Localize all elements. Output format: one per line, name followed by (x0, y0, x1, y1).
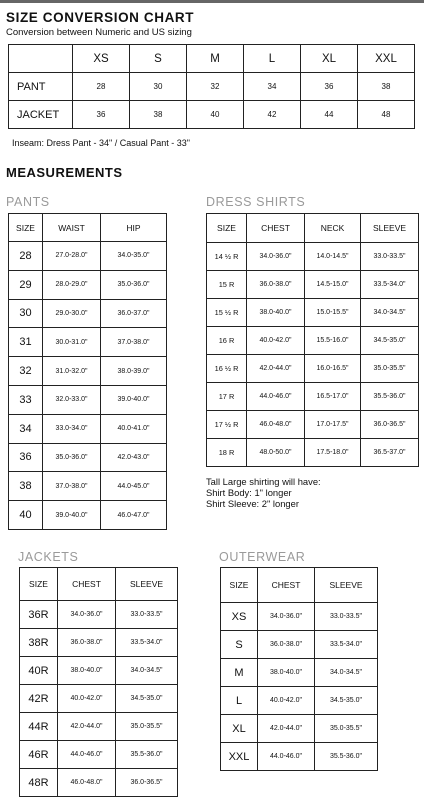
pants-row (9, 270, 167, 299)
jackets-size-cell: 40R (20, 657, 58, 685)
dress-shirts-size-cell: 16 ½ R (207, 355, 247, 383)
conversion-cell: 40 (187, 101, 244, 129)
dress-shirts-neck-cell: 16.0-16.5" (305, 355, 361, 383)
pants-waist-cell: 32.0-33.0" (43, 385, 101, 414)
conversion-cell: 42 (244, 101, 301, 129)
conversion-header-s: S (130, 45, 187, 73)
pants-hip-cell: 37.0-38.0" (101, 328, 167, 357)
jackets-sleeve-cell: 33.0-33.5" (116, 601, 178, 629)
dress-shirts-header-cell: SLEEVE (361, 214, 419, 243)
jackets-size-cell: 44R (20, 713, 58, 741)
conversion-cell: 44 (301, 101, 358, 129)
conversion-row-label: PANT (9, 73, 73, 101)
pants-size-cell: 34 (9, 414, 43, 443)
conversion-cell: 28 (73, 73, 130, 101)
jackets-sleeve-cell: 34.0-34.5" (116, 657, 178, 685)
dress-shirts-neck-cell: 14.0-14.5" (305, 243, 361, 271)
dress-shirts-table (206, 213, 419, 467)
dress-shirts-header-cell: SIZE (207, 214, 247, 243)
outerwear-chest-cell: 34.0-36.0" (258, 603, 315, 631)
dress-shirts-neck-cell: 15.0-15.5" (305, 299, 361, 327)
conversion-header-xxl: XXL (358, 45, 415, 73)
conversion-cell: 32 (187, 73, 244, 101)
jackets-chest-cell: 42.0-44.0" (58, 713, 116, 741)
conversion-cell: 38 (130, 101, 187, 129)
top-divider (0, 0, 424, 3)
pants-hip-cell: 36.0-37.0" (101, 299, 167, 328)
conversion-cell: 30 (130, 73, 187, 101)
jackets-row (20, 601, 178, 629)
pants-waist-cell: 35.0-36.0" (43, 443, 101, 472)
dress-shirts-chest-cell: 42.0-44.0" (247, 355, 305, 383)
conversion-header-m: M (187, 45, 244, 73)
dress-shirts-row (207, 299, 419, 327)
pants-hip-cell: 44.0-45.0" (101, 472, 167, 501)
outerwear-row (221, 631, 378, 659)
jackets-chest-cell: 36.0-38.0" (58, 629, 116, 657)
pants-size-cell: 40 (9, 501, 43, 530)
pants-row (9, 299, 167, 328)
jackets-sleeve-cell: 35.0-35.5" (116, 713, 178, 741)
dress-shirts-size-cell: 15 ½ R (207, 299, 247, 327)
outerwear-row (221, 687, 378, 715)
outerwear-sleeve-cell: 35.5-36.0" (315, 743, 378, 771)
dress-shirts-row (207, 439, 419, 467)
dress-shirts-chest-cell: 48.0-50.0" (247, 439, 305, 467)
dress-shirts-row (207, 383, 419, 411)
outerwear-size-cell: L (221, 687, 258, 715)
dress-shirts-size-cell: 17 ½ R (207, 411, 247, 439)
jackets-header-row (20, 568, 178, 601)
conversion-header-xl: XL (301, 45, 358, 73)
jackets-size-cell: 42R (20, 685, 58, 713)
jackets-header-cell: CHEST (58, 568, 116, 601)
dress-shirts-chest-cell: 40.0-42.0" (247, 327, 305, 355)
outerwear-header-row (221, 568, 378, 603)
dress-shirts-chest-cell: 38.0-40.0" (247, 299, 305, 327)
pants-size-cell: 33 (9, 385, 43, 414)
dress-shirts-row (207, 327, 419, 355)
pants-waist-cell: 29.0-30.0" (43, 299, 101, 328)
outerwear-chest-cell: 36.0-38.0" (258, 631, 315, 659)
dress-shirts-size-cell: 15 R (207, 271, 247, 299)
pants-header-row (9, 214, 167, 242)
outerwear-sleeve-cell: 33.0-33.5" (315, 603, 378, 631)
outerwear-title: OUTERWEAR (219, 550, 306, 564)
dress-shirts-chest-cell: 36.0-38.0" (247, 271, 305, 299)
dress-shirts-header-cell: NECK (305, 214, 361, 243)
pants-waist-cell: 37.0-38.0" (43, 472, 101, 501)
dress-shirts-size-cell: 16 R (207, 327, 247, 355)
pants-title: PANTS (6, 195, 50, 209)
jackets-chest-cell: 46.0-48.0" (58, 769, 116, 797)
dress-shirts-row (207, 243, 419, 271)
conversion-row-pant (9, 73, 415, 101)
pants-hip-cell: 38.0-39.0" (101, 357, 167, 386)
jackets-sleeve-cell: 36.0-36.5" (116, 769, 178, 797)
jackets-row (20, 769, 178, 797)
pants-size-cell: 36 (9, 443, 43, 472)
pants-row (9, 357, 167, 386)
pants-row (9, 501, 167, 530)
dress-shirts-sleeve-cell: 36.5-37.0" (361, 439, 419, 467)
dress-shirts-sleeve-cell: 33.0-33.5" (361, 243, 419, 271)
tall-note-line: Tall Large shirting will have: (206, 476, 321, 487)
outerwear-row (221, 603, 378, 631)
pants-row (9, 443, 167, 472)
pants-hip-cell: 40.0-41.0" (101, 414, 167, 443)
dress-shirts-sleeve-cell: 35.5-36.0" (361, 383, 419, 411)
jackets-size-cell: 48R (20, 769, 58, 797)
conversion-cell: 38 (358, 73, 415, 101)
conversion-header-l: L (244, 45, 301, 73)
jackets-chest-cell: 34.0-36.0" (58, 601, 116, 629)
dress-shirts-sleeve-cell: 36.0-36.5" (361, 411, 419, 439)
outerwear-header-cell: CHEST (258, 568, 315, 603)
dress-shirts-size-cell: 18 R (207, 439, 247, 467)
jackets-row (20, 657, 178, 685)
dress-shirts-header-row (207, 214, 419, 243)
outerwear-size-cell: XL (221, 715, 258, 743)
pants-waist-cell: 39.0-40.0" (43, 501, 101, 530)
pants-size-cell: 30 (9, 299, 43, 328)
pants-waist-cell: 28.0-29.0" (43, 270, 101, 299)
pants-size-cell: 31 (9, 328, 43, 357)
pants-header-cell: SIZE (9, 214, 43, 242)
pants-hip-cell: 46.0-47.0" (101, 501, 167, 530)
jackets-size-cell: 38R (20, 629, 58, 657)
pants-size-cell: 38 (9, 472, 43, 501)
outerwear-sleeve-cell: 33.5-34.0" (315, 631, 378, 659)
dress-shirts-neck-cell: 15.5-16.0" (305, 327, 361, 355)
page-subtitle: Conversion between Numeric and US sizing (6, 27, 192, 38)
outerwear-size-cell: S (221, 631, 258, 659)
jackets-header-cell: SIZE (20, 568, 58, 601)
dress-shirts-row (207, 411, 419, 439)
conversion-header-xs: XS (73, 45, 130, 73)
dress-shirts-chest-cell: 46.0-48.0" (247, 411, 305, 439)
conversion-cell: 34 (244, 73, 301, 101)
dress-shirts-sleeve-cell: 34.5-35.0" (361, 327, 419, 355)
inseam-note: Inseam: Dress Pant - 34" / Casual Pant - 33" (12, 138, 190, 148)
pants-waist-cell: 31.0-32.0" (43, 357, 101, 386)
dress-shirts-neck-cell: 17.5-18.0" (305, 439, 361, 467)
pants-row (9, 385, 167, 414)
jackets-sleeve-cell: 35.5-36.0" (116, 741, 178, 769)
jackets-row (20, 629, 178, 657)
dress-shirts-size-cell: 14 ½ R (207, 243, 247, 271)
conversion-table (8, 44, 415, 129)
dress-shirts-neck-cell: 14.5-15.0" (305, 271, 361, 299)
dress-shirts-sleeve-cell: 33.5-34.0" (361, 271, 419, 299)
dress-shirts-chest-cell: 34.0-36.0" (247, 243, 305, 271)
dress-shirts-row (207, 271, 419, 299)
outerwear-row (221, 659, 378, 687)
pants-table (8, 213, 167, 530)
pants-hip-cell: 42.0-43.0" (101, 443, 167, 472)
outerwear-sleeve-cell: 34.0-34.5" (315, 659, 378, 687)
pants-waist-cell: 33.0-34.0" (43, 414, 101, 443)
pants-row (9, 472, 167, 501)
pants-size-cell: 32 (9, 357, 43, 386)
jackets-row (20, 713, 178, 741)
outerwear-table (220, 567, 378, 771)
dress-shirts-row (207, 355, 419, 383)
conversion-cell: 36 (301, 73, 358, 101)
pants-hip-cell: 39.0-40.0" (101, 385, 167, 414)
dress-shirts-size-cell: 17 R (207, 383, 247, 411)
pants-row (9, 328, 167, 357)
pants-size-cell: 28 (9, 242, 43, 271)
dress-shirts-neck-cell: 17.0-17.5" (305, 411, 361, 439)
conversion-row-jacket (9, 101, 415, 129)
jackets-sleeve-cell: 34.5-35.0" (116, 685, 178, 713)
outerwear-sleeve-cell: 35.0-35.5" (315, 715, 378, 743)
jackets-chest-cell: 44.0-46.0" (58, 741, 116, 769)
conversion-header-blank (9, 45, 73, 73)
outerwear-header-cell: SIZE (221, 568, 258, 603)
jackets-table (19, 567, 178, 797)
conversion-cell: 48 (358, 101, 415, 129)
outerwear-chest-cell: 42.0-44.0" (258, 715, 315, 743)
outerwear-row (221, 715, 378, 743)
outerwear-header-cell: SLEEVE (315, 568, 378, 603)
pants-hip-cell: 35.0-36.0" (101, 270, 167, 299)
outerwear-chest-cell: 38.0-40.0" (258, 659, 315, 687)
outerwear-chest-cell: 44.0-46.0" (258, 743, 315, 771)
pants-header-cell: HIP (101, 214, 167, 242)
pants-size-cell: 29 (9, 270, 43, 299)
outerwear-sleeve-cell: 34.5-35.0" (315, 687, 378, 715)
dress-shirts-sleeve-cell: 34.0-34.5" (361, 299, 419, 327)
jackets-size-cell: 36R (20, 601, 58, 629)
jackets-row (20, 741, 178, 769)
jackets-chest-cell: 40.0-42.0" (58, 685, 116, 713)
outerwear-size-cell: XXL (221, 743, 258, 771)
jackets-size-cell: 46R (20, 741, 58, 769)
pants-waist-cell: 30.0-31.0" (43, 328, 101, 357)
dress-shirts-header-cell: CHEST (247, 214, 305, 243)
pants-row (9, 242, 167, 271)
tall-note-line: Shirt Body: 1" longer (206, 487, 292, 498)
pants-row (9, 414, 167, 443)
jackets-row (20, 685, 178, 713)
outerwear-chest-cell: 40.0-42.0" (258, 687, 315, 715)
dress-shirts-neck-cell: 16.5-17.0" (305, 383, 361, 411)
jackets-header-cell: SLEEVE (116, 568, 178, 601)
conversion-row-label: JACKET (9, 101, 73, 129)
pants-hip-cell: 34.0-35.0" (101, 242, 167, 271)
outerwear-row (221, 743, 378, 771)
dress-shirts-title: DRESS SHIRTS (206, 195, 306, 209)
measurements-heading: MEASUREMENTS (6, 165, 123, 180)
pants-waist-cell: 27.0-28.0" (43, 242, 101, 271)
tall-shirting-note (206, 476, 321, 509)
jackets-title: JACKETS (18, 550, 79, 564)
jackets-sleeve-cell: 33.5-34.0" (116, 629, 178, 657)
pants-header-cell: WAIST (43, 214, 101, 242)
outerwear-size-cell: M (221, 659, 258, 687)
dress-shirts-chest-cell: 44.0-46.0" (247, 383, 305, 411)
page-title: SIZE CONVERSION CHART (6, 10, 195, 25)
dress-shirts-sleeve-cell: 35.0-35.5" (361, 355, 419, 383)
conversion-header-row (9, 45, 415, 73)
jackets-chest-cell: 38.0-40.0" (58, 657, 116, 685)
tall-note-line: Shirt Sleeve: 2" longer (206, 498, 299, 509)
conversion-cell: 36 (73, 101, 130, 129)
outerwear-size-cell: XS (221, 603, 258, 631)
